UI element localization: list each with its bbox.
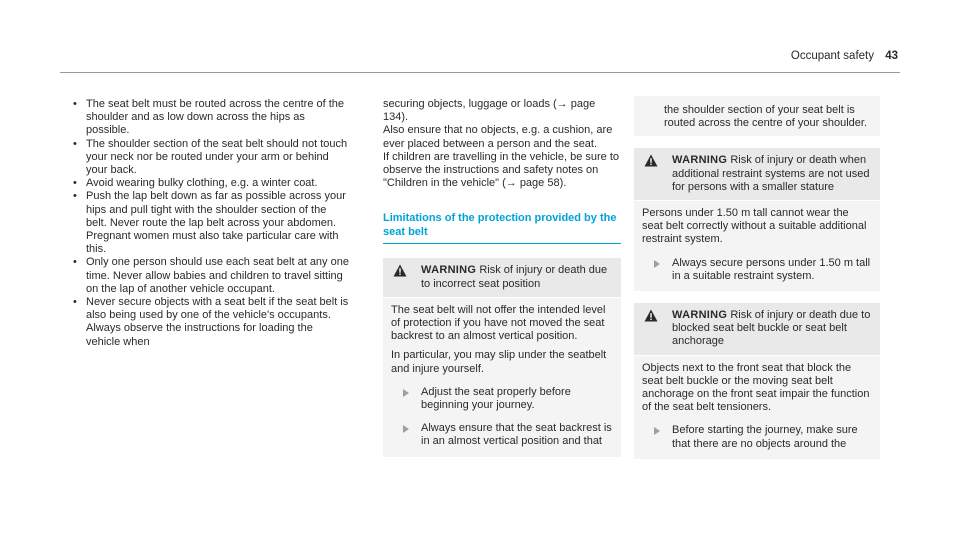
section-name: Occupant safety [790, 50, 874, 62]
warning-triangle-icon [644, 309, 658, 322]
page-number: 43 [885, 50, 898, 62]
warning-text: The seat belt will not offer the intended level of protection if you have not moved the seat backrest to an almost vertical position. [391, 303, 606, 343]
column-2 [383, 98, 621, 457]
warning-header [634, 148, 880, 201]
warning-text: Persons under 1.50 m tall cannot wear the seat belt correctly without a suitable additional restraint system. [642, 207, 867, 246]
list-item-text: Push the lap belt down as far as possible across your hips and pull tight with the shoulder section of the belt. Never route the lap belt across your abdomen. [86, 190, 346, 229]
warning-header [634, 303, 880, 356]
step-arrow-icon [654, 260, 660, 268]
warning-header [383, 258, 621, 297]
step-arrow-icon [654, 427, 660, 435]
pregnant-note: Pregnant women must also take particular care with this. [86, 230, 339, 256]
warning-box [383, 258, 621, 456]
list-item: • The shoulder section of the seat belt should not touch your neck nor be routed under your arm or behind your back. [70, 138, 350, 178]
warning-label: WARNING [421, 264, 477, 277]
column-3 [634, 96, 880, 459]
page-header [791, 50, 898, 62]
warning-label: WARNING [672, 154, 728, 167]
warning-body [383, 298, 621, 457]
warning-continued: the shoulder section of your seat belt is routed across the centre of your shoulder. [634, 96, 880, 136]
continued-text: Also ensure that no objects, e.g. a cushion, are ever placed between a person and the seat. [383, 124, 613, 150]
step-text: Always ensure that the seat backrest is in an almost vertical position and that [421, 422, 612, 448]
instruction-step [391, 386, 613, 412]
warning-body [634, 356, 880, 459]
warning-heading: Risk of injury or death due to incorrect seat position [421, 264, 608, 290]
list-item: • Never secure objects with a seat belt if the seat belt is also being used by one of the vehicle's occupants. Always observe the instructions for loading the vehicle when [70, 296, 350, 349]
list-item [70, 190, 350, 256]
step-arrow-icon [403, 425, 409, 433]
header-divider [60, 72, 900, 73]
warning-heading: Risk of injury or death when additional restraint systems are not used for persons with a smaller stature [672, 154, 870, 193]
warning-triangle-icon [393, 264, 407, 277]
continued-text: securing objects, luggage or loads (→ page 134). [383, 98, 596, 124]
warning-text: In particular, you may slip under the seatbelt and injure yourself. [391, 349, 607, 375]
warning-label: WARNING [672, 309, 728, 322]
warning-heading: Risk of injury or death due to blocked seat belt buckle or seat belt anchorage [672, 309, 871, 348]
instruction-step [642, 424, 872, 450]
step-arrow-icon [403, 389, 409, 397]
children-note: If children are travelling in the vehicle, be sure to observe the instructions and safety notes on "Children in the vehicle" (→ page 58). [383, 150, 620, 190]
step-text: Before starting the journey, make sure that there are no objects around the [672, 424, 858, 450]
list-item: • Only one person should use each seat belt at any one time. Never allow babies and children to travel sitting on the lap of another vehicle occupant. [70, 256, 350, 296]
step-text: Adjust the seat properly before beginning your journey. [421, 385, 571, 412]
warning-box [634, 303, 880, 459]
step-text: Always secure persons under 1.50 m tall in a suitable restraint system. [672, 256, 871, 282]
instruction-step [391, 422, 613, 448]
warning-body [634, 201, 880, 291]
bullet-list [70, 98, 350, 349]
instruction-step [642, 257, 872, 283]
column-1 [70, 98, 350, 349]
warning-triangle-icon [644, 154, 658, 167]
list-item: • Avoid wearing bulky clothing, e.g. a winter coat. [70, 177, 350, 190]
list-item: • The seat belt must be routed across the centre of the shoulder and as low down across the hips as possible. [70, 98, 350, 138]
warning-text: Objects next to the front seat that block the seat belt buckle or the moving seat belt anchorage on the front seat impair the function of the seat belt tensioners. [642, 361, 870, 414]
warning-box [634, 148, 880, 291]
section-title: Limitations of the protection provided by the seat belt [383, 212, 621, 244]
